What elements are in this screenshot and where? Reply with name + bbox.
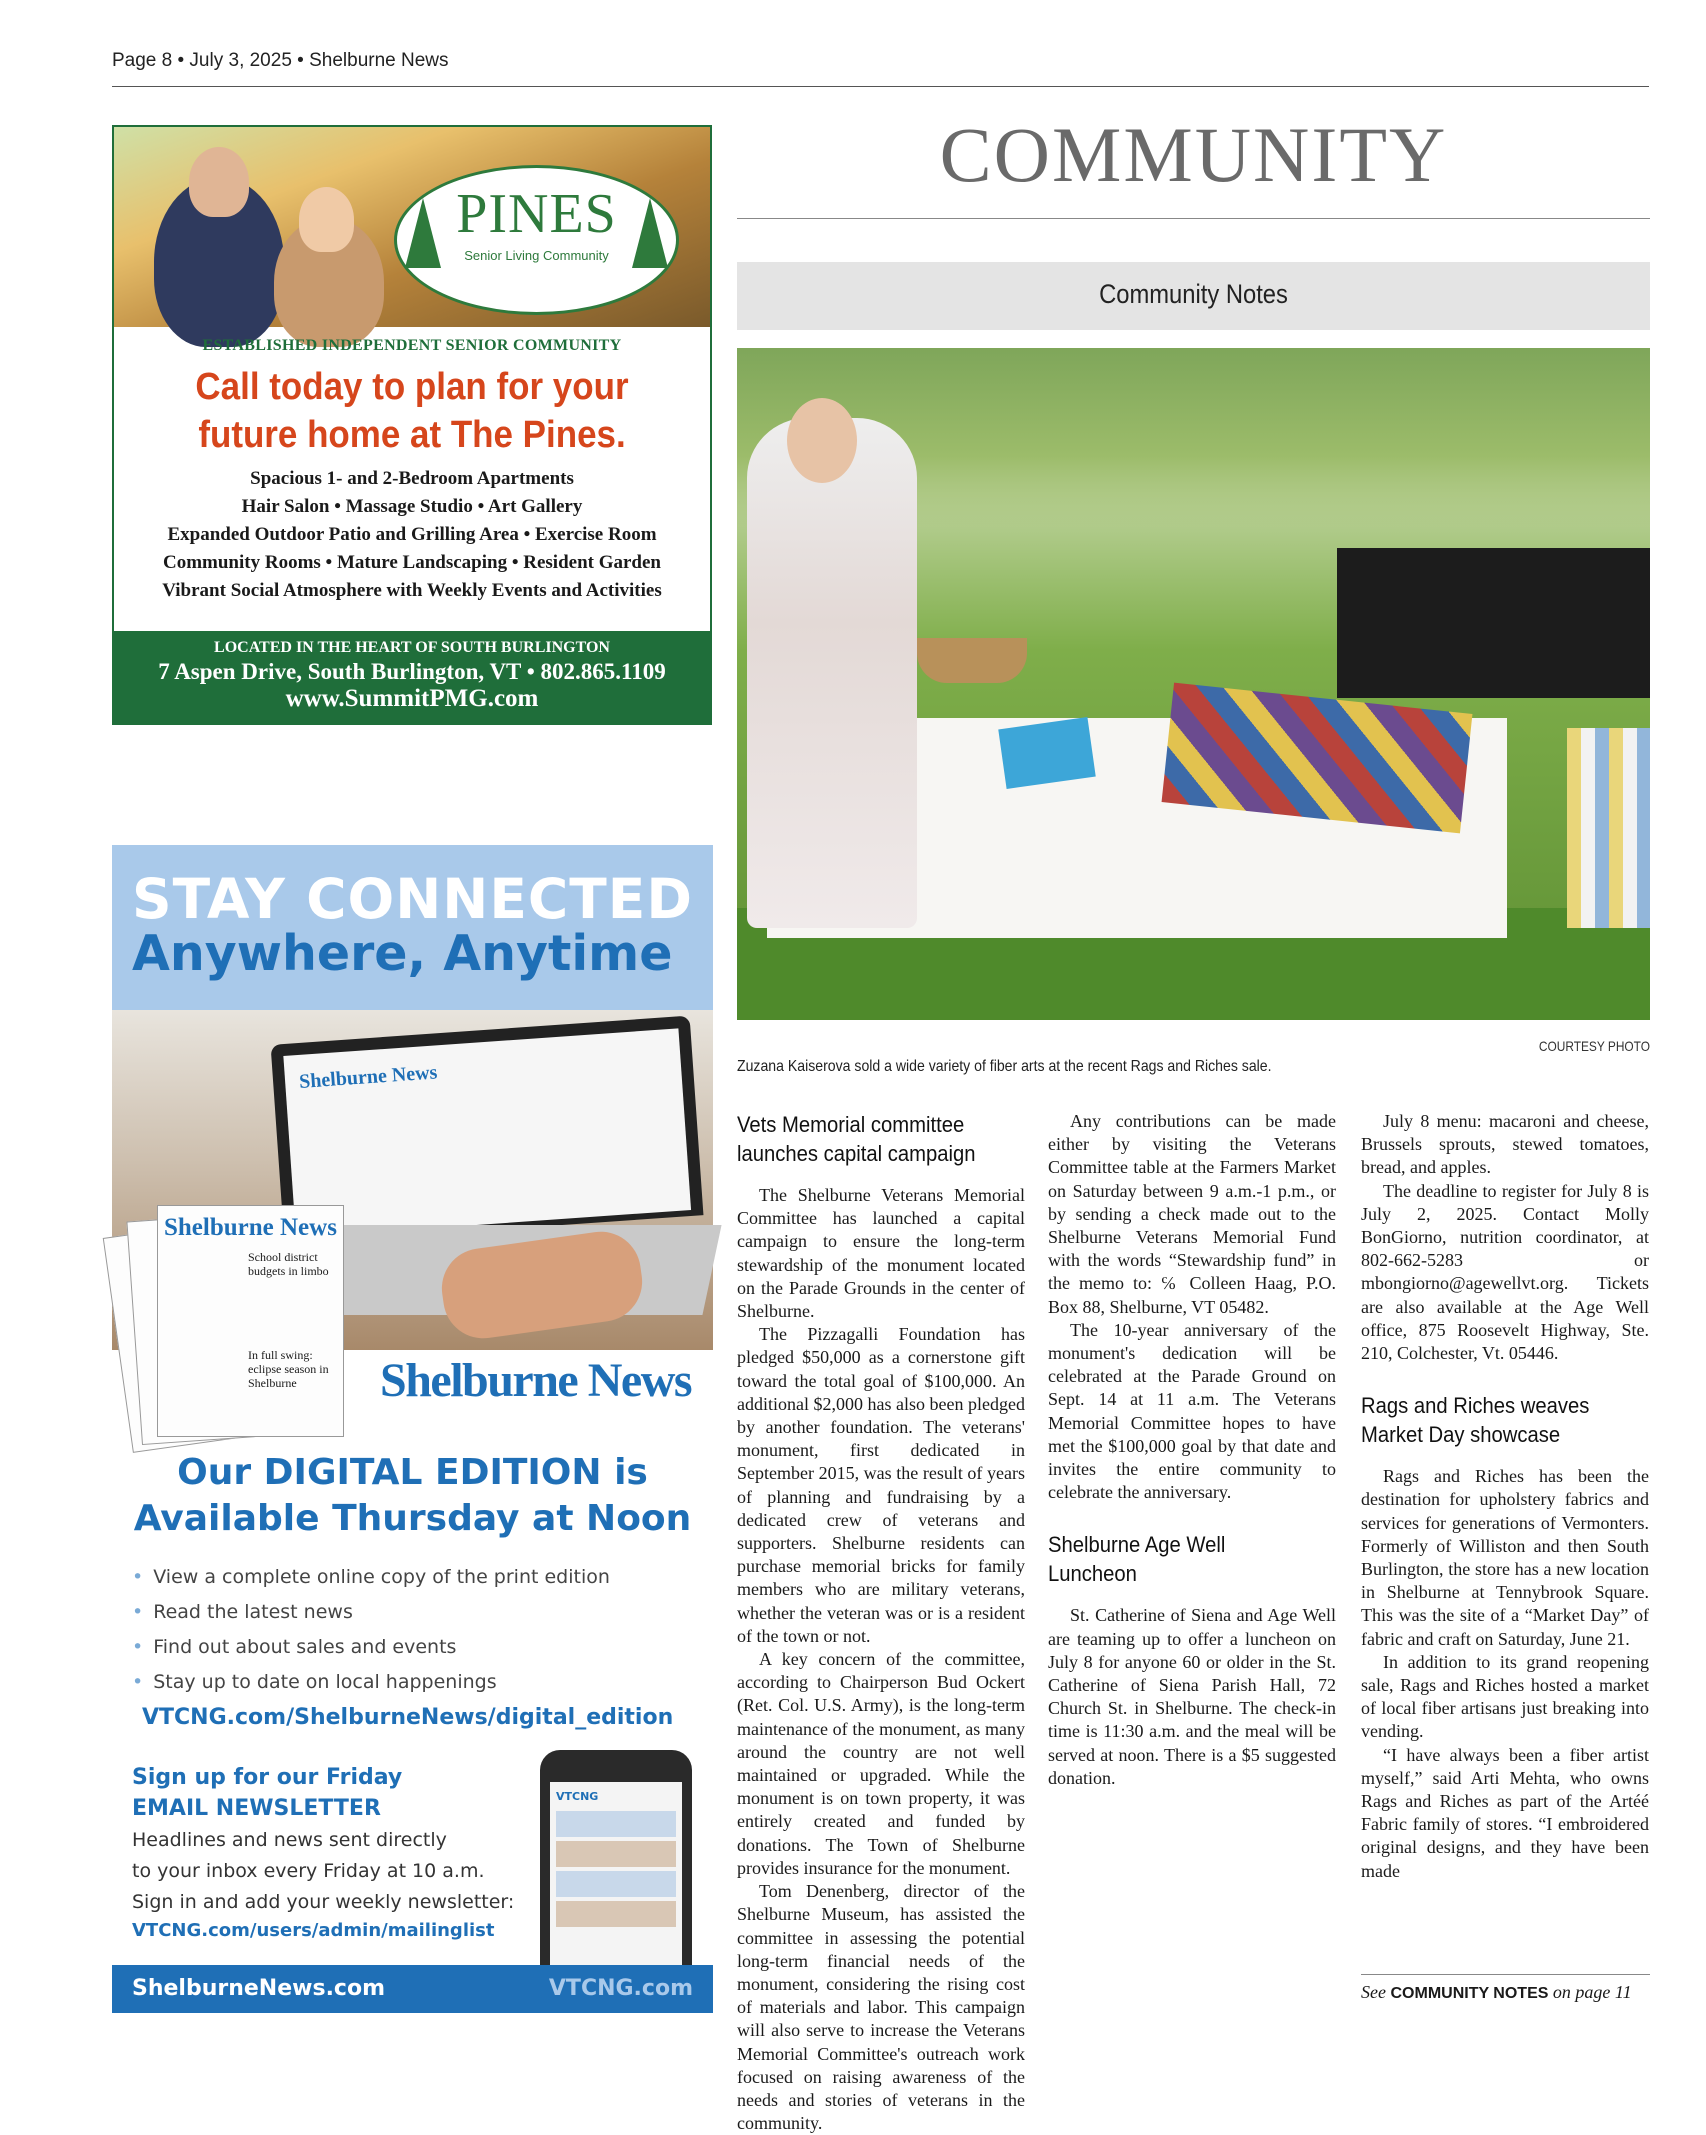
article-column — [1361, 1110, 1649, 1883]
signup-body-line: Headlines and news sent directly — [132, 1829, 447, 1851]
page-header: Page 8 • July 3, 2025 • Shelburne News — [112, 50, 449, 71]
stay-connected-subtitle: Anywhere, Anytime — [132, 925, 673, 982]
pines-feature: Hair Salon • Massage Studio • Art Gallery — [241, 496, 583, 517]
digital-edition-heading — [112, 1450, 713, 1542]
pines-brand: PINES — [456, 183, 617, 245]
article-paragraph: July 8 menu: macaroni and cheese, Brussels sprouts, stewed tomatoes, bread, and apples. — [1361, 1111, 1649, 1178]
photo-hanging-quilt — [1567, 728, 1650, 928]
newsletter-signup-title — [132, 1762, 402, 1824]
bullet-dot-icon: • — [132, 1601, 144, 1623]
shelburnenews-link[interactable]: ShelburneNews.com — [132, 1976, 385, 2001]
article-headline: Rags and Riches weaves Market Day showcase — [1361, 1393, 1590, 1448]
bullet-text: Read the latest news — [153, 1601, 353, 1623]
man-head — [189, 147, 249, 217]
article-headline: Vets Memorial committee launches capital campaign — [737, 1112, 976, 1166]
woman-head — [299, 187, 354, 252]
laptop-photo — [112, 1010, 713, 1390]
bullet-item — [132, 1665, 610, 1700]
pines-headline-line: future home at The Pines. — [198, 414, 626, 456]
signup-body-line: Sign in and add your weekly newsletter: — [132, 1891, 515, 1913]
bullet-text: Stay up to date on local happenings — [153, 1671, 497, 1693]
continuation-page: on page 11 — [1552, 1982, 1632, 2002]
stay-connected-banner — [112, 845, 713, 1010]
phone-content-block — [556, 1871, 676, 1897]
newspaper-headline: In full swing: eclipse season in Shelburne — [248, 1348, 329, 1390]
stay-connected-title: STAY CONNECTED — [132, 867, 693, 931]
signup-body-line: to your inbox every Friday at 10 a.m. — [132, 1860, 485, 1882]
pines-body — [114, 337, 710, 605]
article-paragraph: The 10-year anniversary of the monument's dedication will be celebrated at the Parade Ground on Sept. 14 at 11 a.m. The Veterans Memorial Committee hopes to have met the $100,000 goal by that date and invites the entire community to celebrate the anniversary. — [1048, 1319, 1336, 1503]
bullet-dot-icon: • — [132, 1671, 144, 1693]
photo-blue-cloth — [998, 717, 1095, 789]
stay-connected-advertisement[interactable] — [112, 845, 713, 2010]
continuation-rule — [1361, 1974, 1650, 1975]
pines-address: 7 Aspen Drive, South Burlington, VT • 802.865.1109 — [158, 659, 666, 684]
photo-woman — [747, 418, 917, 928]
bullet-item — [132, 1595, 610, 1630]
article-paragraph: A key concern of the committee, according to Chairperson Bud Ockert (Ret. Col. U.S. Army), is the long-term maintenance of the monument, as many around the country are not well maintained or upgraded. While the monument is on town property, it was entirely created and funded by donations. The Town of Shelburne provides insurance for the monument. — [737, 1649, 1025, 1878]
bullet-item — [132, 1560, 610, 1595]
digital-edition-line: Available Thursday at Noon — [133, 1498, 692, 1539]
pines-headline-line: Call today to plan for your — [195, 366, 629, 408]
phone-content-block — [556, 1841, 676, 1867]
pines-located: LOCATED IN THE HEART OF SOUTH BURLINGTON — [214, 639, 610, 656]
bullet-dot-icon: • — [132, 1636, 144, 1658]
pines-headline — [138, 363, 686, 459]
shelburne-news-logo: Shelburne News — [380, 1354, 692, 1407]
community-notes-label: Community Notes — [1099, 279, 1288, 309]
section-title: COMMUNITY — [939, 111, 1448, 198]
continuation-line[interactable] — [1361, 1982, 1632, 2003]
stay-connected-footer — [112, 1965, 713, 2013]
photo-woman-head — [787, 398, 857, 483]
article-paragraph: In addition to its grand reopening sale, Rags and Riches hosted a market of local fiber artisans just breaking into vending. — [1361, 1651, 1649, 1742]
photo-basket — [917, 638, 1027, 683]
signup-title-line: EMAIL NEWSLETTER — [132, 1796, 381, 1821]
pines-feature: Expanded Outdoor Patio and Grilling Area • Exercise Room — [167, 524, 657, 545]
pines-website-link[interactable]: www.SummitPMG.com — [285, 685, 539, 712]
digital-edition-line: Our DIGITAL EDITION is — [177, 1452, 648, 1493]
digital-edition-bullets — [132, 1560, 610, 1700]
bullet-item — [132, 1630, 610, 1665]
phone-image — [540, 1750, 692, 1990]
pine-tree-icon — [632, 198, 668, 268]
article-paragraph: The Shelburne Veterans Memorial Committee has launched a capital campaign to ensure the long-term stewardship of the monument located on the Parade Grounds in the center of Shelburne. — [737, 1185, 1025, 1322]
laptop-screen-content — [283, 1028, 691, 1237]
pines-tagline: Senior Living Community — [464, 248, 609, 263]
rags-and-riches-photo — [737, 348, 1650, 1020]
pines-feature: Vibrant Social Atmosphere with Weekly Events and Activities — [162, 580, 662, 601]
section-rule — [737, 218, 1650, 219]
newspaper-front — [157, 1205, 344, 1437]
photo-black-table — [1337, 548, 1650, 698]
phone-logo: VTCNG — [556, 1790, 599, 1803]
continuation-target: COMMUNITY NOTES — [1390, 1985, 1549, 2002]
vtcng-link[interactable]: VTCNG.com — [548, 1976, 693, 2001]
newsletter-signup-link[interactable]: VTCNG.com/users/admin/mailinglist — [132, 1920, 495, 1941]
article-column — [737, 1110, 1025, 2135]
article-paragraph: Any contributions can be made either by visiting the Veterans Committee table at the Farmers Market on Saturday between 9 a.m.-1 p.m., or by sending a check made out to the Shelburne Veterans Memorial Fund with the words “Stewardship fund” in the memo to: ℅ Colleen Haag, P.O. Box 88, Shelburne, VT 05482. — [1048, 1111, 1336, 1317]
pines-advertisement[interactable] — [112, 125, 712, 725]
article-paragraph: “I have always been a fiber artist myself,” said Arti Mehta, who owns Rags and Riches as part of the Artéé Fabric family of stores. “I embroidered original designs, and they have been made — [1361, 1744, 1649, 1881]
pines-footer — [114, 631, 710, 723]
pines-feature: Community Rooms • Mature Landscaping • Resident Garden — [162, 552, 661, 573]
article-column — [1048, 1110, 1336, 1790]
header-rule — [112, 86, 1649, 87]
pine-tree-icon — [405, 198, 441, 268]
photo-caption: Zuzana Kaiserova sold a wide variety of fiber arts at the recent Rags and Riches sale. — [737, 1058, 1272, 1075]
phone-content-block — [556, 1811, 676, 1837]
pines-established: ESTABLISHED INDEPENDENT SENIOR COMMUNITY — [202, 337, 622, 354]
pines-feature: Spacious 1- and 2-Bedroom Apartments — [250, 468, 574, 489]
pines-logo — [394, 165, 679, 315]
newspaper-masthead: Shelburne News — [164, 1214, 337, 1241]
article-paragraph: Tom Denenberg, director of the Shelburne Museum, has assisted the committee in assessing the potential long-term financial needs of the monument, considering the rising cost of materials and labor. This campaign will also serve to increase the Veterans Memorial Committee's outreach work focused on raising awareness of the needs and stories of veterans in the community. — [737, 1881, 1025, 2134]
community-notes-bar — [737, 262, 1650, 330]
article-headline: Shelburne Age Well Luncheon — [1048, 1532, 1226, 1587]
laptop-masthead: Shelburne News — [298, 1061, 438, 1093]
newsletter-signup-body — [132, 1825, 514, 1918]
article-paragraph: The deadline to register for July 8 is July 2, 2025. Contact Molly BonGiorno, nutrition coordinator, at 802-662-5283 or mbongiorno@agewellvt.org. Tickets are also available at the Age Well office, 875 Roosevelt Highway, Ste. 210, Colchester, Vt. 05446. — [1361, 1180, 1649, 1364]
photo-credit: COURTESY PHOTO — [1538, 1038, 1650, 1054]
bullet-text: Find out about sales and events — [153, 1636, 457, 1658]
article-paragraph: The Pizzagalli Foundation has pledged $50,000 as a cornerstone gift toward the total goal of $100,000. An additional $2,000 has also been pledged by another foundation. The veterans' monument, first dedicated in September 2015, was the result of years of planning and fundraising by a dedicated crew of veterans and supporters. Shelburne residents can purchase memorial bricks for family members who are military veterans, whether the veteran was or is a resident of the town or not. — [737, 1324, 1025, 1646]
digital-edition-link[interactable]: VTCNG.com/ShelburneNews/digital_edition — [142, 1705, 674, 1730]
article-paragraph: St. Catherine of Siena and Age Well are teaming up to offer a luncheon on July 8 for anyone 60 or older in the St. Catherine of Siena Parish Hall, 72 Church St. in Shelburne. The check-in time is 11:30 a.m. and the meal will be served at noon. There is a $5 suggested donation. — [1048, 1605, 1336, 1788]
signup-title-line: Sign up for our Friday — [132, 1765, 403, 1790]
phone-content-block — [556, 1901, 676, 1927]
bullet-dot-icon: • — [132, 1566, 144, 1588]
bullet-text: View a complete online copy of the print edition — [153, 1566, 610, 1588]
phone-screen — [550, 1782, 682, 1967]
continuation-see: See — [1361, 1982, 1386, 2002]
pines-features — [114, 465, 710, 605]
newspaper-headline: School district budgets in limbo — [248, 1250, 329, 1278]
article-paragraph: Rags and Riches has been the destination for upholstery fabrics and services for generations of Vermonters. Formerly of Williston and then South Burlington, the store has a new location in Shelburne at Tennybrook Square. This was the site of a “Market Day” of fabric and craft on Saturday, June 21. — [1361, 1466, 1649, 1649]
